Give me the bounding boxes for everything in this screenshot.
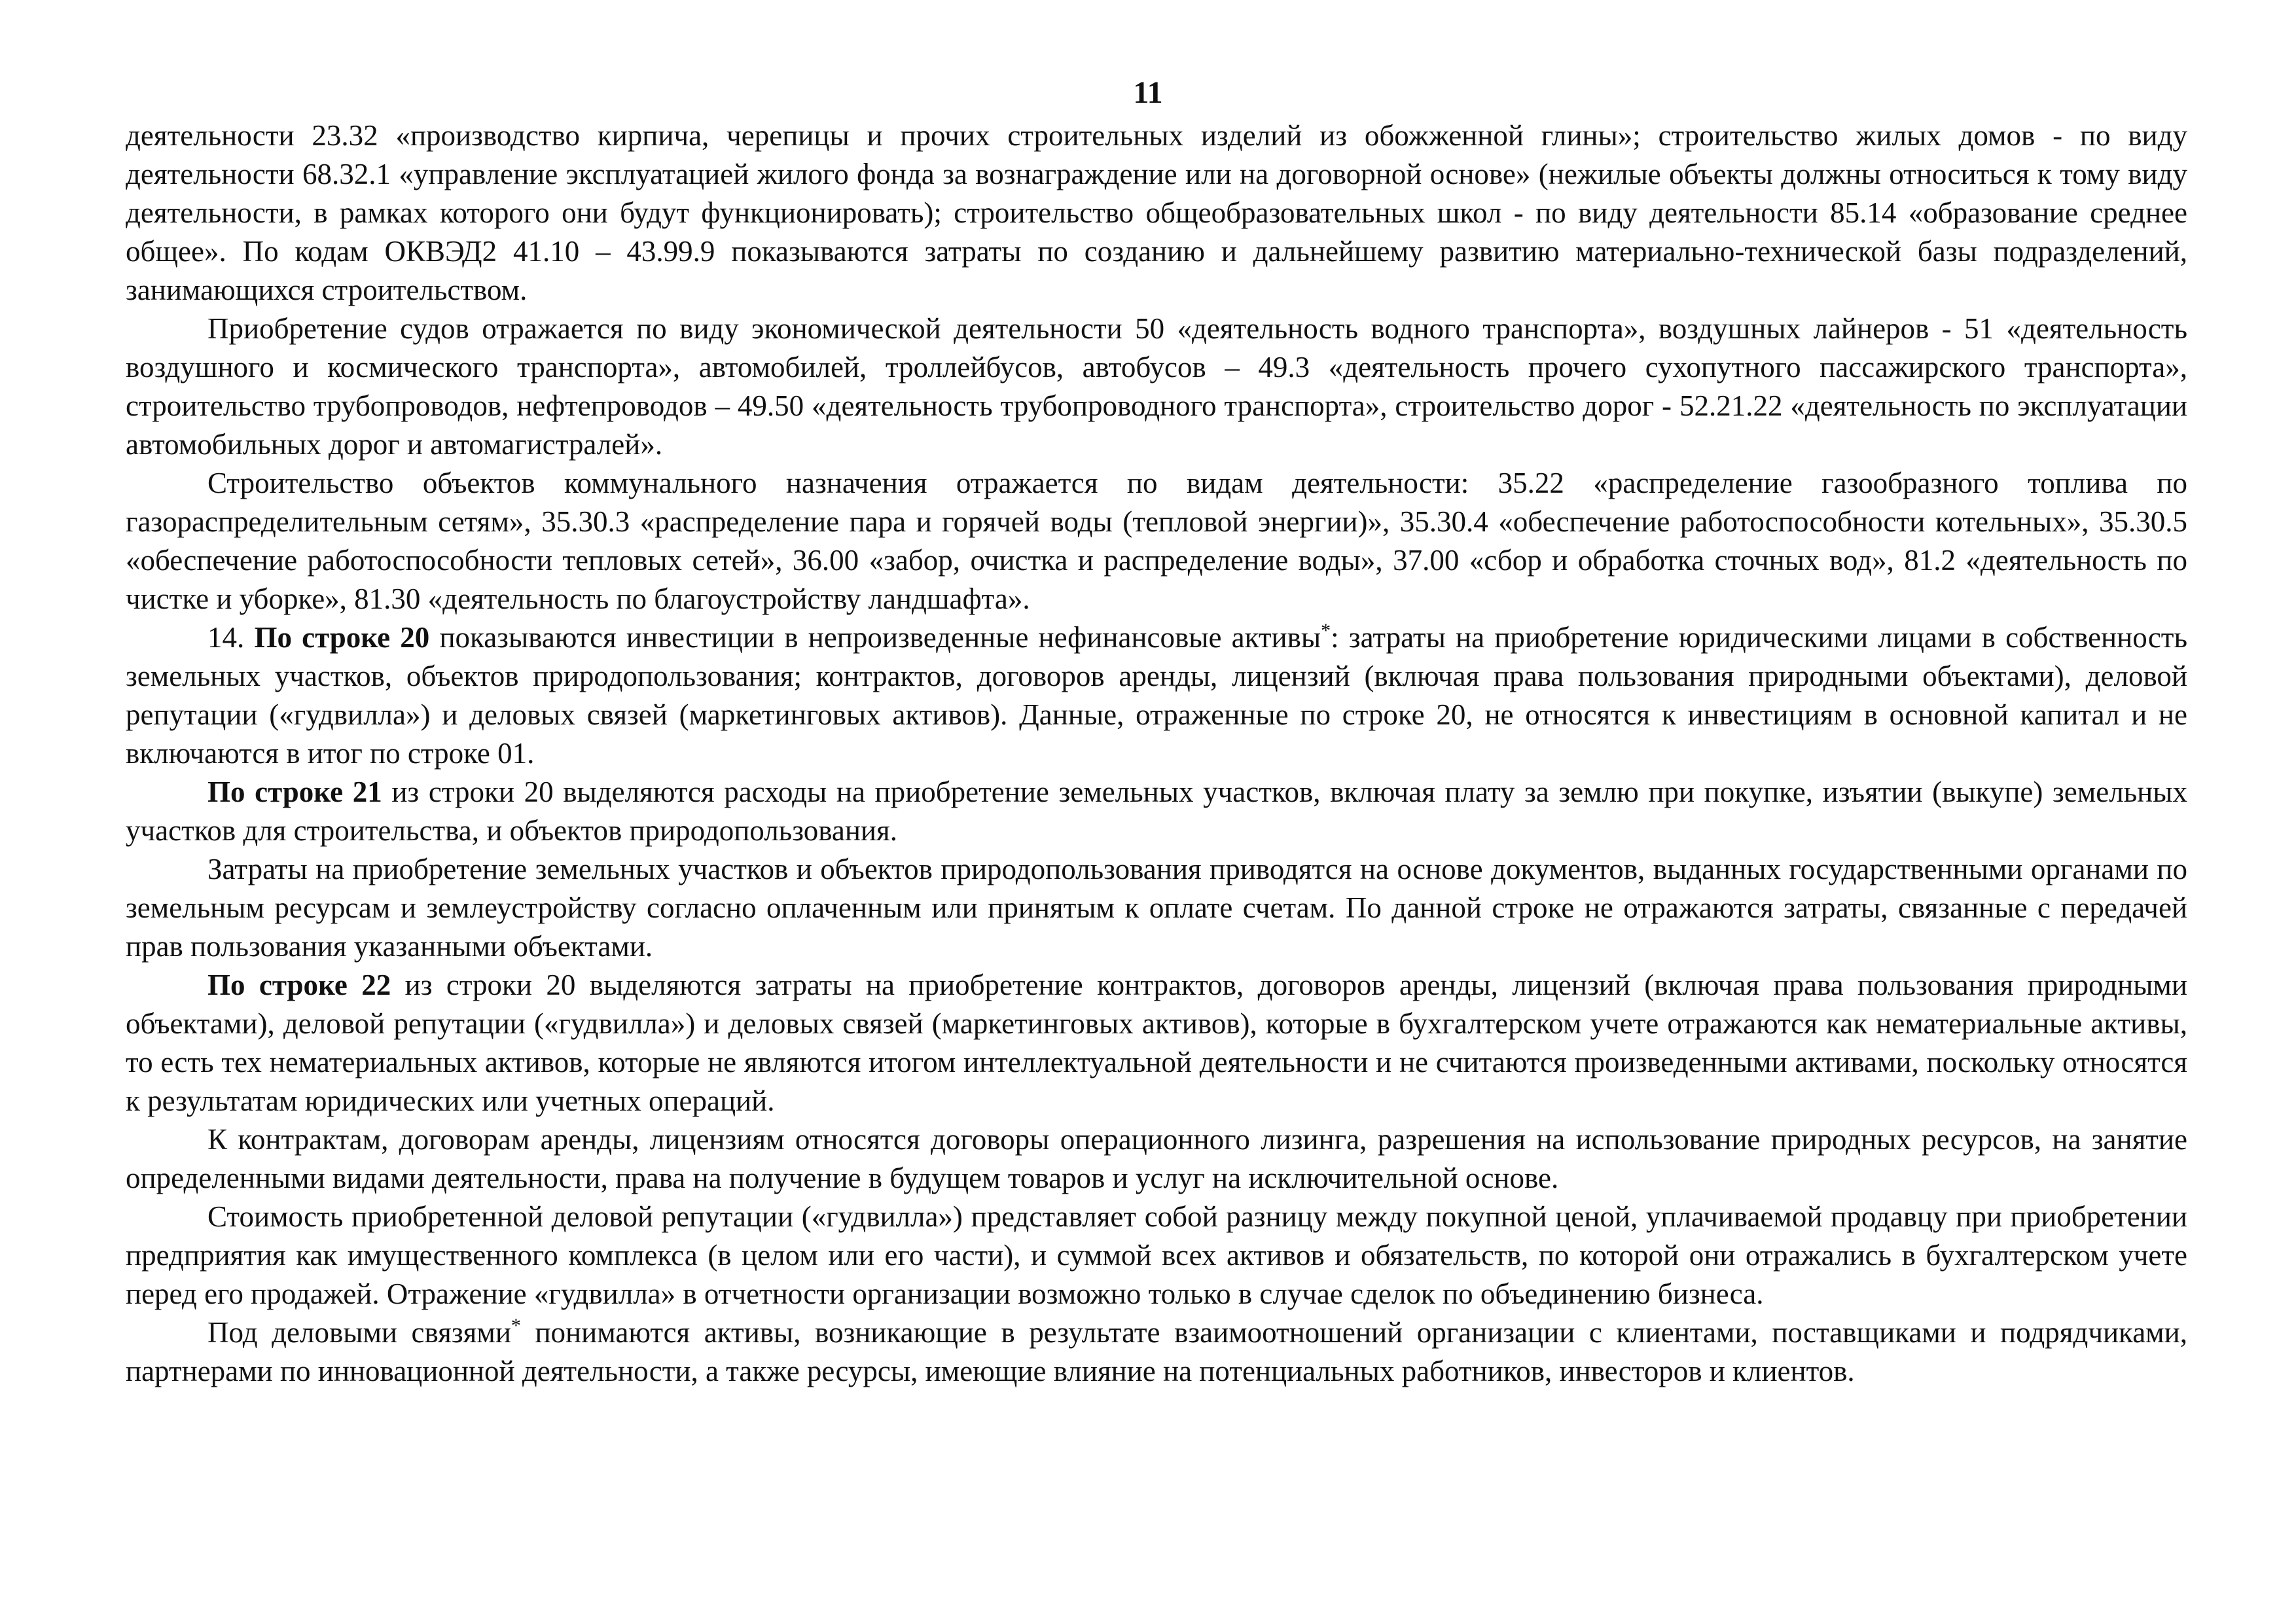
item-number: 14. — [207, 621, 255, 654]
paragraph-land-costs: Затраты на приобретение земельных участков и объектов природопользования приводятся на основе документов, выданных государственными органами по земельным ресурсам и землеустройству согласно оплаченным или принятым к оплате счетам. По данной строке не отражаются затраты, связанные с передачей прав пользования указанными объектами. — [126, 853, 2187, 963]
document-body — [126, 116, 2187, 1391]
page-number: 11 — [1133, 75, 1163, 110]
line-20-heading: По строке 20 — [254, 621, 430, 654]
paragraph-utility-construction: Строительство объектов коммунального назначения отражается по видам деятельности: 35.22 «распределение газообразного топлива по газораспределительным сетям», 35.30.3 «распределение пара и горячей воды (тепловой энергии)», 35.30.4 «обеспечение работоспособности котельных», 35.30.5 «обеспечение работоспособности тепловых сетей», 36.00 «забор, очистка и распределение воды», 37.00 «сбор и обработка сточных вод», 81.2 «деятельность по чистке и уборке», 81.30 «деятельность по благоустройству ландшафта». — [126, 467, 2187, 615]
paragraph-line-21 — [126, 773, 2187, 850]
paragraph-line-22 — [126, 966, 2187, 1120]
paragraph-construction-codes: деятельности 23.32 «производство кирпича, черепицы и прочих строительных изделий из обожженной глины»; строительство жилых домов - по виду деятельности 68.32.1 «управление эксплуатацией жилого фонда за вознаграждение или на договорной основе» (нежилые объекты должны относиться к тому виду деятельности, в рамках которого они будут функционировать); строительство общеобразовательных школ - по виду деятельности 85.14 «образование среднее общее». По кодам ОКВЭД2 41.10 – 43.99.9 показываются затраты по созданию и дальнейшему развитию материально-технической базы подразделений, занимающихся строительством. — [126, 119, 2187, 306]
paragraph-goodwill: Стоимость приобретенной деловой репутации («гудвилла») представляет собой разницу между покупной ценой, уплачиваемой продавцу при приобретении предприятия как имущественного комплекса (в целом или его части), и суммой всех активов и обязательств, по которой они отражались в бухгалтерском учете перед его продажей. Отражение «гудвилла» в отчетности организации возможно только в случае сделок по объединению бизнеса. — [126, 1200, 2187, 1310]
line-21-text: из строки 20 выделяются расходы на приобретение земельных участков, включая плату за землю при покупке, изъятии (выкупе) земельных участков для строительства, и объектов природопользования. — [126, 776, 2187, 847]
line-20-text-a: показываются инвестиции в непроизведенные нефинансовые активы — [429, 621, 1321, 654]
business-relations-text-b: понимаются активы, возникающие в результате взаимоотношений организации с клиентами, поставщиками и подрядчиками, партнерами по инновационной деятельности, а также ресурсы, имеющие влияние на потенциальных работников, инвесторов и клиентов. — [126, 1316, 2187, 1387]
line-22-heading: По строке 22 — [207, 969, 391, 1001]
line-21-heading: По строке 21 — [207, 776, 382, 808]
paragraph-line-20 — [126, 618, 2187, 773]
paragraph-business-relations — [126, 1313, 2187, 1391]
paragraph-contracts-leases: К контрактам, договорам аренды, лицензиям относятся договоры операционного лизинга, разрешения на использование природных ресурсов, на занятие определенными видами деятельности, права на получение в будущем товаров и услуг на исключительной основе. — [126, 1123, 2187, 1194]
footnote-mark: * — [1321, 620, 1331, 641]
line-20-text-b: : затраты на приобретение юридическими лицами в собственность земельных участков, объектов природопользования; контрактов, договоров аренды, лицензий (включая права пользования природными объектами), деловой репутации («гудвилла») и деловых связей (маркетинговых активов). Данные, отраженные по строке 20, не относятся к инвестициям в основной капитал и не включаются в итог по строке 01. — [126, 621, 2187, 770]
business-relations-text-a: Под деловыми связями — [207, 1316, 511, 1349]
line-22-text: из строки 20 выделяются затраты на приобретение контрактов, договоров аренды, лицензий (включая права пользования природными объектами), деловой репутации («гудвилла») и деловых связей (маркетинговых активов), которые в бухгалтерском учете отражаются как нематериальные активы, то есть тех нематериальных активов, которые не являются итогом интеллектуальной деятельности и не считаются произведенными активами, поскольку относятся к результатам юридических или учетных операций. — [126, 969, 2187, 1117]
paragraph-transport-acquisition: Приобретение судов отражается по виду экономической деятельности 50 «деятельность водного транспорта», воздушных лайнеров - 51 «деятельность воздушного и космического транспорта», автомобилей, троллейбусов, автобусов – 49.3 «деятельность прочего сухопутного пассажирского транспорта», строительство трубопроводов, нефтепроводов – 49.50 «деятельность трубопроводного транспорта», строительство дорог - 52.21.22 «деятельность по эксплуатации автомобильных дорог и автомагистралей». — [126, 312, 2187, 461]
footnote-mark: * — [511, 1315, 521, 1336]
